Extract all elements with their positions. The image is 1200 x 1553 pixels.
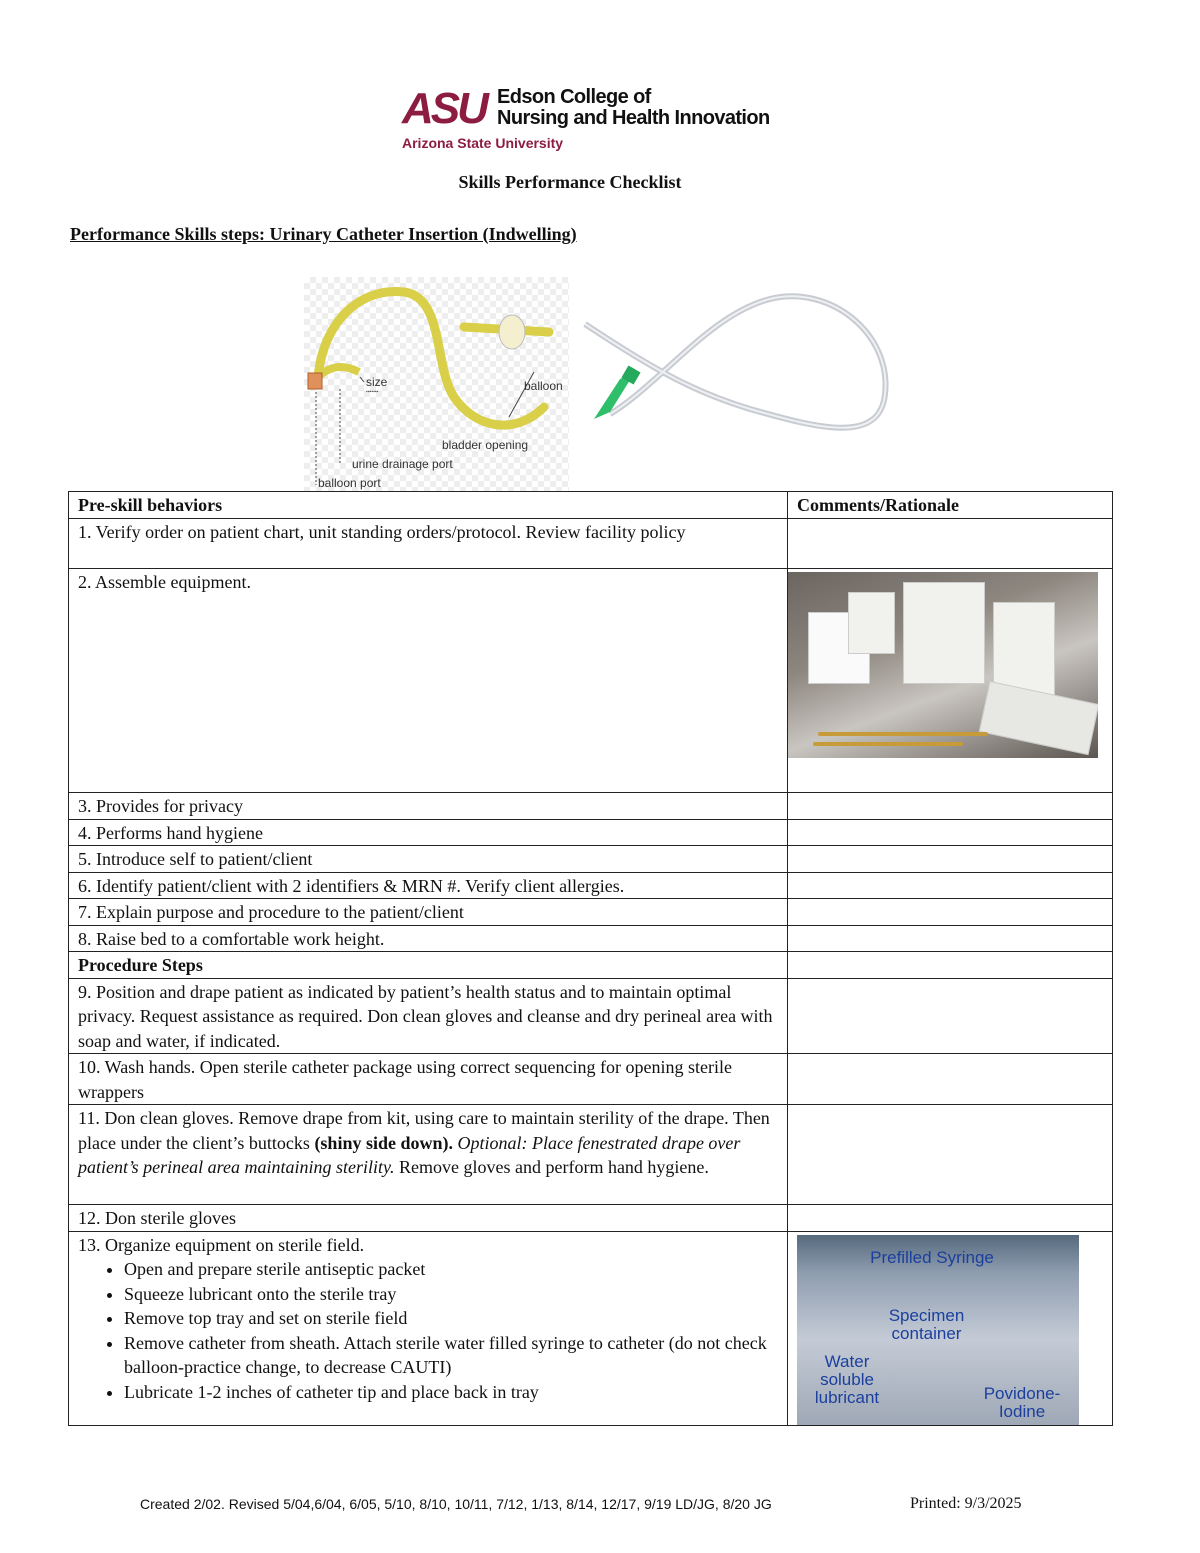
equipment-photo — [788, 572, 1098, 758]
catheter-diagram-image — [304, 277, 569, 491]
step-13 — [69, 1231, 788, 1425]
comment-cell[interactable] — [788, 872, 1113, 899]
step-6: 6. Identify patient/client with 2 identifiers & MRN #. Verify client allergies. — [69, 872, 788, 899]
photo-label-syringe: Prefilled Syringe — [870, 1247, 994, 1267]
step-13-main: 13. Organize equipment on sterile field. — [78, 1234, 365, 1255]
table-row — [69, 978, 1113, 1054]
photo-label-lubricant: Water soluble lubricant — [814, 1351, 880, 1407]
list-item: • Remove top tray and set on sterile field — [124, 1306, 778, 1331]
step-11-bold: (shiny side down). — [314, 1132, 453, 1153]
step-9: 9. Position and drape patient as indicated by patient’s health status and to maintain optimal privacy. Request assistance as required. Don clean gloves and cleanse and dry perineal area with soap and water, if indicated. — [69, 978, 788, 1054]
comment-cell[interactable] — [788, 952, 1113, 979]
table-row — [69, 872, 1113, 899]
comment-cell[interactable] — [788, 1231, 1113, 1425]
comment-cell[interactable] — [788, 899, 1113, 926]
straight-catheter-image — [580, 284, 900, 474]
table-row — [69, 925, 1113, 952]
col-header-pre-skill: Pre-skill behaviors — [69, 492, 788, 519]
table-row — [69, 1231, 1113, 1425]
step-10: 10. Wash hands. Open sterile catheter package using correct sequencing for opening sterile wrappers — [69, 1054, 788, 1105]
table-row — [69, 519, 1113, 569]
list-item: • Open and prepare sterile antiseptic packet — [124, 1257, 778, 1282]
comment-cell[interactable] — [788, 1054, 1113, 1105]
comment-cell[interactable] — [788, 519, 1113, 569]
asu-logo-mark: ASU — [402, 84, 486, 133]
step-11-text: 11. Don clean gloves. Remove drape from kit, using care to maintain sterility of the drape. Then place under the client’s buttocks — [78, 1108, 770, 1153]
table-row — [69, 846, 1113, 873]
table-header-row — [69, 492, 1113, 519]
sterile-tray-photo — [797, 1235, 1079, 1425]
procedure-steps-header: Procedure Steps — [69, 952, 788, 979]
photo-label-specimen: Specimen container — [888, 1305, 965, 1343]
diagram-label-bladder-opening: bladder opening — [442, 438, 529, 452]
logo-college-line2: Nursing and Health Innovation — [497, 107, 770, 129]
col-header-comments: Comments/Rationale — [788, 492, 1113, 519]
step-7: 7. Explain purpose and procedure to the patient/client — [69, 899, 788, 926]
list-item: • Squeeze lubricant onto the sterile tray — [124, 1282, 778, 1307]
table-row — [69, 793, 1113, 820]
page-title: Skills Performance Checklist — [458, 172, 682, 192]
comment-cell[interactable] — [788, 1205, 1113, 1232]
photo-item — [848, 592, 895, 654]
comment-cell[interactable] — [788, 819, 1113, 846]
page-subtitle: Performance Skills steps: Urinary Catheter Insertion (Indwelling) — [70, 224, 577, 244]
comment-cell[interactable] — [788, 569, 1113, 793]
step-5: 5. Introduce self to patient/client — [69, 846, 788, 873]
comment-cell[interactable] — [788, 846, 1113, 873]
table-row — [69, 1205, 1113, 1232]
diagram-fine-print: ▪▪▪▪▪▪▪ — [366, 389, 379, 395]
step-4: 4. Performs hand hygiene — [69, 819, 788, 846]
logo-college-line1: Edson College of — [497, 86, 651, 108]
step-2: 2. Assemble equipment. — [69, 569, 788, 793]
step-8: 8. Raise bed to a comfortable work height. — [69, 925, 788, 952]
step-1: 1. Verify order on patient chart, unit standing orders/protocol. Review facility policy — [69, 519, 788, 569]
step-11-italic: Optional: Place fenestrated drape over patient’s perineal area maintaining sterility. — [78, 1132, 741, 1177]
list-item: • Remove catheter from sheath. Attach sterile water filled syringe to catheter (do not check balloon-practice change, to decrease CAUTI) — [124, 1331, 778, 1380]
table-row — [69, 819, 1113, 846]
asu-logo — [402, 84, 802, 156]
photo-tube — [813, 742, 963, 746]
list-item: • Lubricate 1-2 inches of catheter tip and place back in tray — [124, 1380, 778, 1405]
revision-footer: Created 2/02. Revised 5/04,6/04, 6/05, 5/10, 8/10, 10/11, 7/12, 1/13, 8/14, 12/17, 9/19 LD/JG, 8/20 JG — [140, 1496, 772, 1512]
step-3: 3. Provides for privacy — [69, 793, 788, 820]
step-11 — [69, 1105, 788, 1205]
photo-label-iodine: Povidone-Iodine — [983, 1383, 1061, 1421]
photo-item — [979, 681, 1098, 755]
step-11-end: Remove gloves and perform hand hygiene. — [394, 1157, 709, 1177]
diagram-label-balloon-port: balloon port — [318, 476, 381, 490]
table-row — [69, 1054, 1113, 1105]
comment-cell[interactable] — [788, 1105, 1113, 1205]
table-row — [69, 1105, 1113, 1205]
section-header-row — [69, 952, 1113, 979]
step-13-bullets — [78, 1257, 778, 1404]
comment-cell[interactable] — [788, 978, 1113, 1054]
photo-item — [903, 582, 985, 684]
logo-university: Arizona State University — [402, 135, 564, 151]
photo-tube — [818, 732, 988, 736]
comment-cell[interactable] — [788, 793, 1113, 820]
step-12: 12. Don sterile gloves — [69, 1205, 788, 1232]
skills-checklist-table — [68, 491, 1113, 1426]
diagram-label-urine-drainage-port: urine drainage port — [352, 457, 453, 471]
printed-date: Printed: 9/3/2025 — [910, 1495, 1022, 1512]
table-row — [69, 569, 1113, 793]
comment-cell[interactable] — [788, 925, 1113, 952]
table-row — [69, 899, 1113, 926]
diagram-label-balloon: balloon — [524, 379, 563, 393]
diagram-label-size: size — [366, 375, 388, 389]
